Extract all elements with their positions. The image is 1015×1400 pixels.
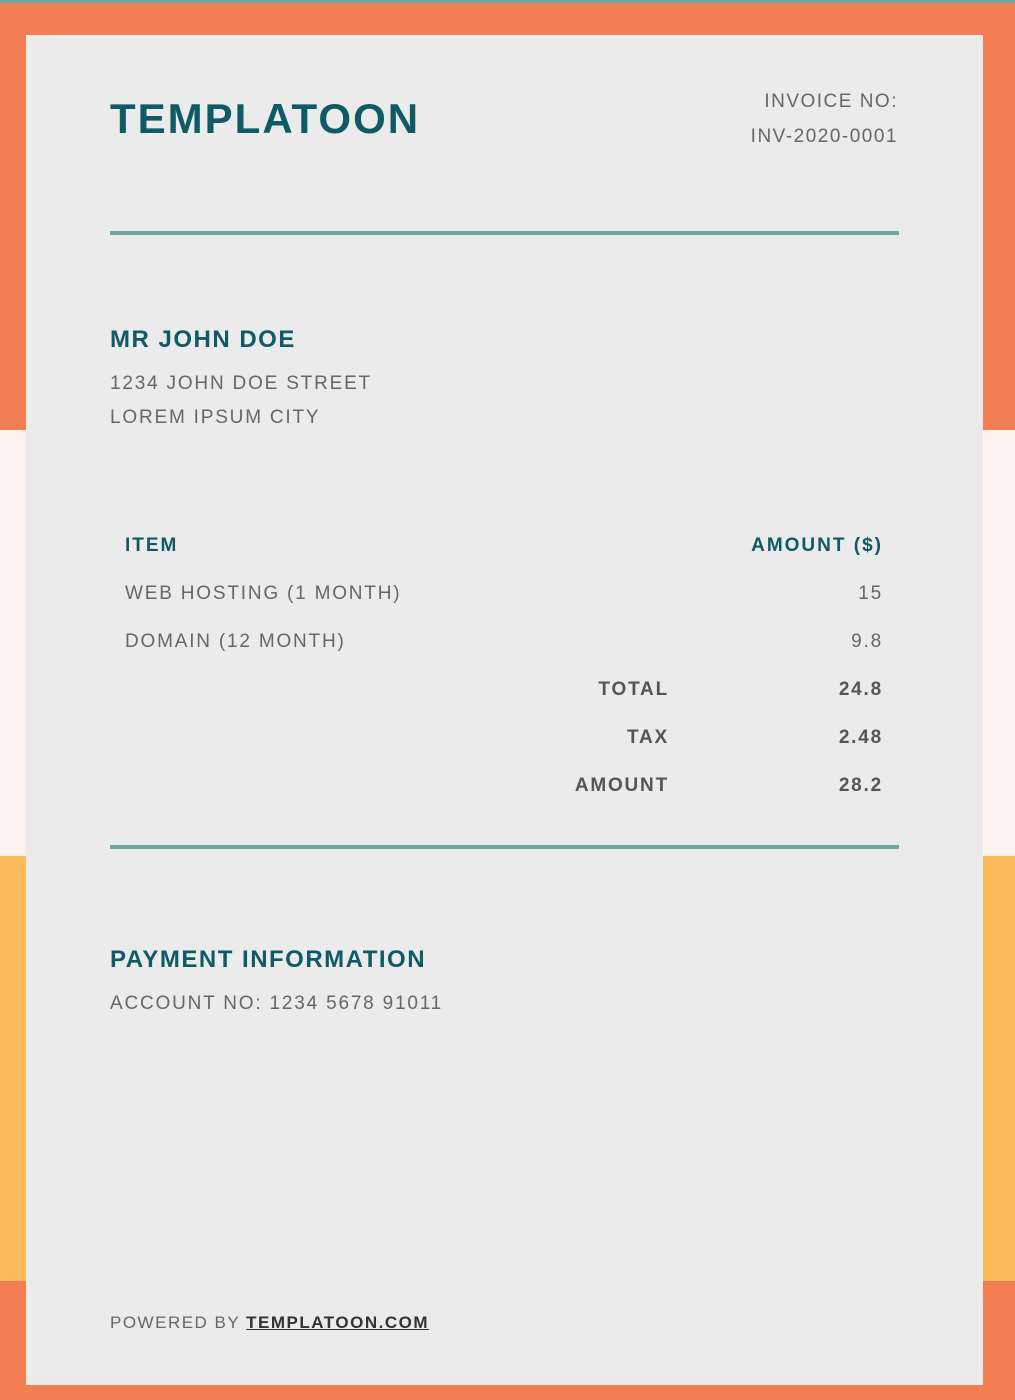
summary-total-label: TOTAL xyxy=(598,679,669,700)
summary-tax-label: TAX xyxy=(627,727,669,748)
divider xyxy=(110,231,899,235)
column-header-amount: AMOUNT ($) xyxy=(751,535,883,556)
line-item-description: DOMAIN (12 MONTH) xyxy=(125,631,346,652)
client-address-line2: LOREM IPSUM CITY xyxy=(110,407,321,428)
summary-amount-value: 28.2 xyxy=(838,775,883,796)
footer-prefix: POWERED BY xyxy=(110,1313,240,1332)
divider xyxy=(110,845,899,849)
invoice-number-value: INV-2020-0001 xyxy=(750,126,898,147)
payment-info-title: PAYMENT INFORMATION xyxy=(110,946,427,973)
column-header-item: ITEM xyxy=(125,535,179,556)
client-address-line1: 1234 JOHN DOE STREET xyxy=(110,373,372,394)
invoice-sheet xyxy=(26,35,983,1385)
brand-title: TEMPLATOON xyxy=(110,95,421,142)
line-item-amount: 15 xyxy=(858,583,883,604)
summary-total-value: 24.8 xyxy=(838,679,883,700)
invoice-number-label: INVOICE NO: xyxy=(764,91,898,112)
line-item-description: WEB HOSTING (1 MONTH) xyxy=(125,583,402,604)
summary-tax-value: 2.48 xyxy=(838,727,883,748)
footer xyxy=(110,1313,429,1333)
line-item-amount: 9.8 xyxy=(851,631,883,652)
client-name: MR JOHN DOE xyxy=(110,326,296,353)
footer-link[interactable]: TEMPLATOON.COM xyxy=(246,1313,429,1332)
payment-account-number: ACCOUNT NO: 1234 5678 91011 xyxy=(110,993,444,1014)
summary-amount-label: AMOUNT xyxy=(574,775,669,796)
